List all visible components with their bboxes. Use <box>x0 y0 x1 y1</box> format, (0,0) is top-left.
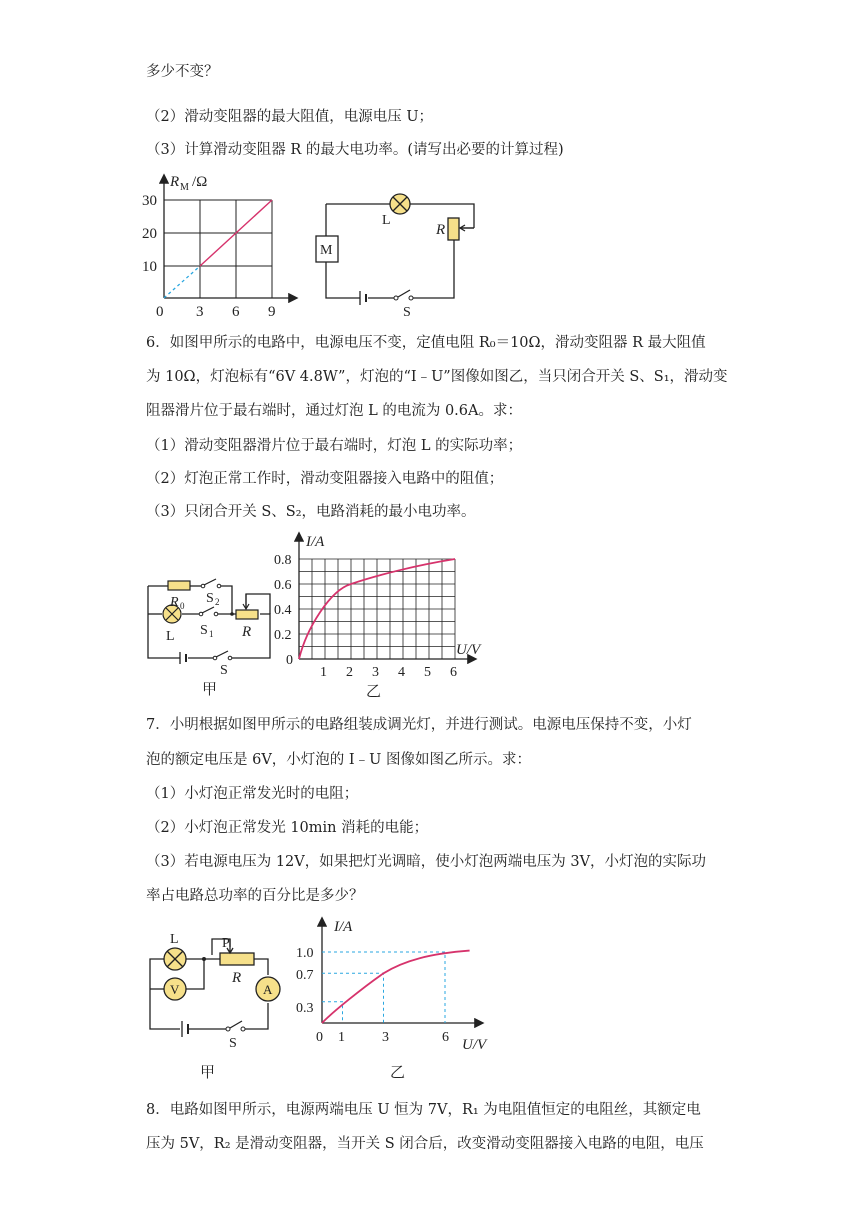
q5-lamp-icon <box>390 194 410 214</box>
q6-ytick: 0 <box>286 653 293 668</box>
q6-ylabel: I/A <box>306 534 325 550</box>
q6-stem-line1: 6．如图甲所示的电路中，电源电压不变，定值电阻 R₀＝10Ω，滑动变阻器 R 最大阻值 <box>146 335 706 351</box>
q7-rheostat-icon <box>220 953 254 965</box>
q6-slider-arrow-icon <box>243 594 249 609</box>
q6-xtick: 4 <box>398 665 405 680</box>
q6-xlabel: U/V <box>456 642 481 658</box>
q5-label-resistor: R <box>436 222 446 238</box>
q6-circuit-diagram <box>140 570 280 700</box>
q7-part3-line1: （3）若电源电压为 12V，如果把灯光调暗，使小灯泡两端电压为 3V，小灯泡的实际功 <box>146 854 707 870</box>
q6-xtick: 3 <box>372 665 379 680</box>
q5-circuit-diagram <box>310 180 480 320</box>
q6-ytick: 0.2 <box>274 628 292 643</box>
q6-ytick: 0.8 <box>274 553 292 568</box>
q7-ytick: 0.3 <box>296 1001 314 1016</box>
q6-label-s2-sub: 2 <box>215 597 220 607</box>
q6-xtick: 6 <box>450 665 457 680</box>
q5-label-switch: S <box>403 305 411 320</box>
q5-part2: （2）滑动变阻器的最大阻值，电源电压 U； <box>146 109 434 125</box>
q7-ytick: 0.7 <box>296 968 314 983</box>
q6-label-s1-sub: 1 <box>209 629 214 639</box>
q6-ytick: 0.6 <box>274 578 292 593</box>
q6-xtick: 5 <box>424 665 431 680</box>
q7-caption-jia: 甲 <box>200 1065 216 1081</box>
q7-stem-line2: 泡的额定电压是 6V，小灯泡的 I﹣U 图像如图乙所示。求： <box>146 752 531 768</box>
q7-caption-yi: 乙 <box>390 1065 406 1081</box>
q7-lamp-icon <box>164 948 186 970</box>
q6-iu-graph <box>274 530 500 700</box>
q7-part2: （2）小灯泡正常发光 10min 消耗的电能； <box>146 820 429 836</box>
q7-iu-graph <box>290 915 500 1085</box>
q6-label-r0: R <box>170 595 179 610</box>
q5-ylabel-unit: /Ω <box>192 174 208 190</box>
q6-caption-jia: 甲 <box>202 682 218 698</box>
q7-iu-curve <box>322 951 470 1023</box>
q7-xlabel: U/V <box>462 1037 487 1053</box>
q6-part2: （2）灯泡正常工作时，滑动变阻器接入电路中的阻值； <box>146 471 504 487</box>
q7-circuit-diagram <box>140 925 290 1085</box>
q5-switch-icon <box>394 290 413 300</box>
q6-switch-s2-icon <box>201 579 221 588</box>
q6-part3: （3）只闭合开关 S、S₂，电路消耗的最小电功率。 <box>146 504 476 520</box>
q6-ytick: 0.4 <box>274 603 292 618</box>
q5-ytick: 20 <box>142 226 157 242</box>
q7-xtick: 6 <box>442 1030 449 1045</box>
q6-label-s1: S <box>200 623 208 638</box>
q7-label-slider: P <box>222 936 230 951</box>
q7-part3-line2: 率占电路总功率的百分比是多少？ <box>146 888 364 904</box>
q6-caption-yi: 乙 <box>366 684 382 700</box>
q5-ylabel-sub: M <box>180 182 189 193</box>
q6-switch-s1-icon <box>199 607 218 616</box>
q5-rm-graph <box>140 170 310 320</box>
q7-ytick: 1.0 <box>296 946 314 961</box>
q7-dashed-guide <box>322 952 445 1023</box>
q6-label-r0-sub: 0 <box>180 601 185 611</box>
q5-xtick: 0 <box>156 304 164 320</box>
q5-xtick: 3 <box>196 304 204 320</box>
q6-stem-line3: 阻器滑片位于最右端时，通过灯泡 L 的电流为 0.6A。求： <box>146 403 522 419</box>
q6-rheostat-icon <box>236 610 258 619</box>
q7-xtick: 1 <box>338 1030 345 1045</box>
q5-label-lamp: L <box>382 213 391 228</box>
q6-switch-s-icon <box>213 651 232 660</box>
q8-stem-line2: 压为 5V，R₂ 是滑动变阻器，当开关 S 闭合后，改变滑动变阻器接入电路的电阻，电压 <box>146 1136 704 1152</box>
q7-label-voltmeter: V <box>170 982 180 997</box>
q5-label-motor: M <box>320 243 333 258</box>
q7-label-switch: S <box>229 1036 237 1051</box>
q6-xtick: 1 <box>320 665 327 680</box>
q7-stem-line1: 7．小明根据如图甲所示的电路组装成调光灯，并进行测试。电源电压保持不变，小灯 <box>146 717 692 733</box>
q7-label-r: R <box>232 970 242 986</box>
q6-part1: （1）滑动变阻器滑片位于最右端时，灯泡 L 的实际功率； <box>146 438 523 454</box>
q5-resistor-icon <box>448 218 459 240</box>
q7-xtick: 3 <box>382 1030 389 1045</box>
q6-r0-icon <box>168 581 190 590</box>
q5-ytick: 30 <box>142 193 157 209</box>
q5-ytick: 10 <box>142 259 157 275</box>
q5-xtick: 6 <box>232 304 240 320</box>
q5-xtick: 9 <box>268 304 276 320</box>
q7-label-lamp: L <box>170 932 179 947</box>
q6-label-lamp: L <box>166 629 175 644</box>
q6-xtick: 2 <box>346 665 353 680</box>
q7-xtick: 0 <box>316 1030 323 1045</box>
q5-continued-text: 多少不变？ <box>146 64 219 80</box>
q8-stem-line1: 8．电路如图甲所示，电源两端电压 U 恒为 7V，R₁ 为电阻值恒定的电阻丝，其额定电 <box>146 1102 701 1118</box>
q5-ylabel: R <box>170 174 180 190</box>
q6-label-s2: S <box>206 591 214 606</box>
q7-ylabel: I/A <box>334 919 353 935</box>
q5-slider-arrow-icon <box>460 225 474 231</box>
q6-stem-line2: 为 10Ω，灯泡标有“6V 4.8W”，灯泡的“I﹣U”图像如图乙，当只闭合开关 S、S₁，滑动变 <box>146 369 728 385</box>
q7-label-ammeter: A <box>263 982 273 997</box>
q5-dashed-line <box>164 266 200 298</box>
q7-switch-icon <box>226 1021 245 1031</box>
q6-label-r: R <box>242 624 252 640</box>
q7-part1: （1）小灯泡正常发光时的电阻； <box>146 786 359 802</box>
q5-part3: （3）计算滑动变阻器 R 的最大电功率。(请写出必要的计算过程) <box>146 142 564 158</box>
q6-label-s: S <box>220 663 228 678</box>
